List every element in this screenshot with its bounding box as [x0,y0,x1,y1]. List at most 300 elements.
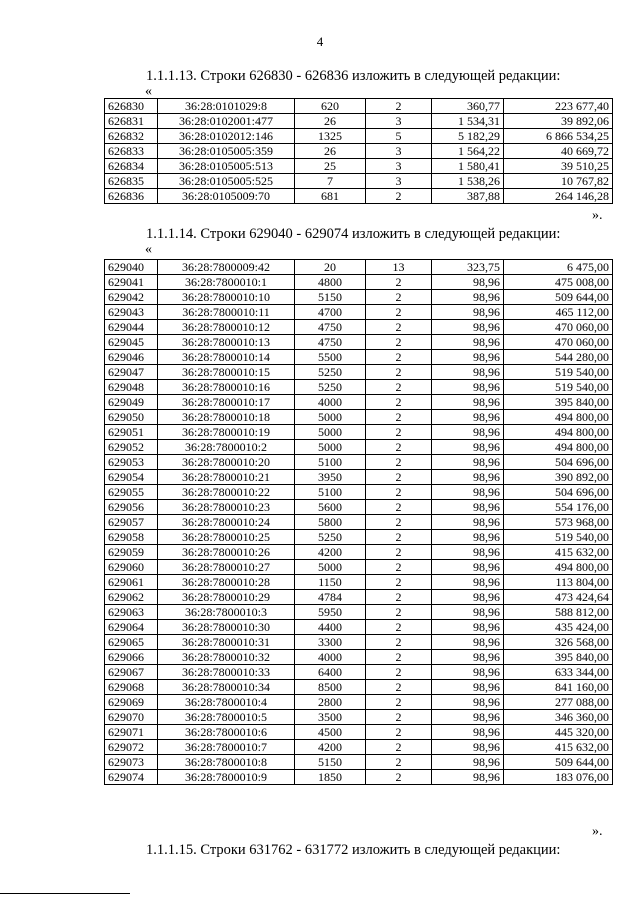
table-cell: 98,96 [432,440,504,455]
table-cell: 36:28:0105005:525 [158,174,295,189]
table-cell: 504 696,00 [504,485,613,500]
table-row [105,410,613,425]
table-cell: 277 088,00 [504,695,613,710]
table-cell: 2 [366,530,432,545]
table-cell: 36:28:7800010:30 [158,620,295,635]
table-cell: 494 800,00 [504,440,613,455]
table-cell: 629047 [105,365,158,380]
table-cell: 113 804,00 [504,575,613,590]
table-cell: 2 [366,275,432,290]
table-row [105,275,613,290]
table-cell: 98,96 [432,605,504,620]
table-cell: 629059 [105,545,158,560]
table-cell: 681 [295,189,366,204]
table-cell: 629069 [105,695,158,710]
table-cell: 2 [366,695,432,710]
table-row [105,335,613,350]
table-cell: 554 176,00 [504,500,613,515]
table-cell: 2 [366,395,432,410]
table-cell: 5250 [295,530,366,545]
table-cell: 494 800,00 [504,410,613,425]
table-row [105,365,613,380]
table-cell: 36:28:7800010:17 [158,395,295,410]
table-cell: 5000 [295,410,366,425]
table-cell: 395 840,00 [504,395,613,410]
table-cell: 3 [366,144,432,159]
table-row [105,770,613,785]
table-cell: 36:28:7800010:18 [158,410,295,425]
quote-close-2: ». [592,824,603,839]
table-cell: 415 632,00 [504,545,613,560]
table-cell: 2 [366,515,432,530]
table-cell: 4784 [295,590,366,605]
table-row [105,710,613,725]
table-row [105,635,613,650]
table-cell: 98,96 [432,365,504,380]
table-cell: 98,96 [432,350,504,365]
table-cell: 4000 [295,650,366,665]
table-cell: 2 [366,350,432,365]
table-row [105,740,613,755]
table-cell: 13 [366,260,432,275]
table-cell: 470 060,00 [504,320,613,335]
table-row [105,114,613,129]
table-cell: 323,75 [432,260,504,275]
table-cell: 629061 [105,575,158,590]
table-row [105,99,613,114]
table-cell: 5000 [295,440,366,455]
table-cell: 98,96 [432,575,504,590]
table-cell: 36:28:7800010:8 [158,755,295,770]
table-cell: 2 [366,725,432,740]
table-cell: 98,96 [432,335,504,350]
table-cell: 629066 [105,650,158,665]
table-cell: 98,96 [432,305,504,320]
table-cell: 4000 [295,395,366,410]
table-cell: 509 644,00 [504,755,613,770]
table-cell: 5000 [295,425,366,440]
table-cell: 183 076,00 [504,770,613,785]
table-cell: 98,96 [432,740,504,755]
table-cell: 36:28:7800010:6 [158,725,295,740]
table-cell: 3 [366,114,432,129]
table-cell: 98,96 [432,635,504,650]
table-cell: 10 767,82 [504,174,613,189]
table-row [105,560,613,575]
table-cell: 626830 [105,99,158,114]
table-cell: 2 [366,99,432,114]
table-cell: 2 [366,335,432,350]
table-cell: 1 580,41 [432,159,504,174]
table-cell: 36:28:7800010:9 [158,770,295,785]
table-cell: 2 [366,189,432,204]
table-cell: 2 [366,590,432,605]
table-cell: 223 677,40 [504,99,613,114]
table-cell: 36:28:7800010:5 [158,710,295,725]
table-cell: 4500 [295,725,366,740]
table-cell: 36:28:0102001:477 [158,114,295,129]
table-cell: 2 [366,635,432,650]
table-cell: 2 [366,470,432,485]
table-cell: 629040 [105,260,158,275]
table-cell: 626833 [105,144,158,159]
table-row [105,144,613,159]
table-cell: 588 812,00 [504,605,613,620]
table-cell: 2 [366,680,432,695]
table-cell: 504 696,00 [504,455,613,470]
table-cell: 36:28:7800010:29 [158,590,295,605]
table-cell: 2 [366,485,432,500]
table-row [105,260,613,275]
table-cell: 36:28:7800010:2 [158,440,295,455]
table-cell: 465 112,00 [504,305,613,320]
table-cell: 98,96 [432,695,504,710]
table-cell: 98,96 [432,395,504,410]
table-cell: 3500 [295,710,366,725]
table-cell: 2 [366,560,432,575]
table-cell: 4750 [295,320,366,335]
table-cell: 4700 [295,305,366,320]
table-cell: 629067 [105,665,158,680]
table-cell: 2 [366,575,432,590]
table-cell: 5600 [295,500,366,515]
table-cell: 36:28:7800010:4 [158,695,295,710]
table-cell: 629064 [105,620,158,635]
table-row [105,650,613,665]
table-cell: 629049 [105,395,158,410]
table-cell: 36:28:7800010:10 [158,290,295,305]
table-cell: 629062 [105,590,158,605]
table-row [105,305,613,320]
table-row [105,350,613,365]
table-cell: 629043 [105,305,158,320]
table-cell: 629057 [105,515,158,530]
table-cell: 98,96 [432,770,504,785]
table-cell: 626831 [105,114,158,129]
table-cell: 98,96 [432,380,504,395]
table-cell: 620 [295,99,366,114]
table-cell: 25 [295,159,366,174]
table-cell: 264 146,28 [504,189,613,204]
table-cell: 2 [366,365,432,380]
table-cell: 2 [366,455,432,470]
table-cell: 629054 [105,470,158,485]
table-cell: 5250 [295,365,366,380]
table-cell: 5250 [295,380,366,395]
table-cell: 98,96 [432,470,504,485]
table-cell: 519 540,00 [504,380,613,395]
table-cell: 519 540,00 [504,365,613,380]
table-cell: 2 [366,605,432,620]
table-cell: 39 892,06 [504,114,613,129]
table-row [105,575,613,590]
table-cell: 629052 [105,440,158,455]
table-cell: 5 [366,129,432,144]
table-cell: 629071 [105,725,158,740]
table-cell: 629063 [105,605,158,620]
table-cell: 629041 [105,275,158,290]
table-row [105,425,613,440]
section-heading-3: 1.1.1.15. Строки 631762 - 631772 изложить в следующей редакции: [146,842,561,858]
table-cell: 26 [295,144,366,159]
data-table-1 [104,98,613,204]
table-cell: 5800 [295,515,366,530]
table-row [105,680,613,695]
table-cell: 36:28:7800010:24 [158,515,295,530]
table-cell: 2 [366,320,432,335]
table-cell: 5150 [295,755,366,770]
table-cell: 5950 [295,605,366,620]
table-cell: 36:28:7800010:23 [158,500,295,515]
section-heading-2: 1.1.1.14. Строки 629040 - 629074 изложить в следующей редакции: [146,226,561,242]
table-cell: 26 [295,114,366,129]
table-cell: 2 [366,380,432,395]
table-cell: 2 [366,710,432,725]
table-cell: 629046 [105,350,158,365]
table-cell: 629048 [105,380,158,395]
table-cell: 36:28:7800010:14 [158,350,295,365]
table-cell: 2 [366,305,432,320]
table-cell: 1 564,22 [432,144,504,159]
table-cell: 4200 [295,740,366,755]
table-cell: 1325 [295,129,366,144]
table-row [105,530,613,545]
table-cell: 629053 [105,455,158,470]
table-cell: 629060 [105,560,158,575]
table-cell: 98,96 [432,500,504,515]
table-cell: 475 008,00 [504,275,613,290]
table-cell: 36:28:7800010:33 [158,665,295,680]
table-row [105,695,613,710]
table-cell: 36:28:7800010:1 [158,275,295,290]
quote-open-1: « [145,84,152,99]
table-cell: 20 [295,260,366,275]
table-cell: 3300 [295,635,366,650]
table-cell: 36:28:7800010:3 [158,605,295,620]
table-cell: 390 892,00 [504,470,613,485]
table-cell: 98,96 [432,290,504,305]
table-row [105,395,613,410]
table-row [105,174,613,189]
table-cell: 626835 [105,174,158,189]
table-cell: 4400 [295,620,366,635]
table-row [105,605,613,620]
table-row [105,500,613,515]
table-cell: 2 [366,650,432,665]
table-cell: 98,96 [432,530,504,545]
table-cell: 98,96 [432,485,504,500]
table-cell: 629073 [105,755,158,770]
table-cell: 98,96 [432,275,504,290]
table-cell: 445 320,00 [504,725,613,740]
table-cell: 2 [366,440,432,455]
table-cell: 6 866 534,25 [504,129,613,144]
table-cell: 36:28:7800010:31 [158,635,295,650]
table-cell: 5100 [295,485,366,500]
table-cell: 435 424,00 [504,620,613,635]
table-cell: 360,77 [432,99,504,114]
table-cell: 36:28:7800010:12 [158,320,295,335]
table-cell: 519 540,00 [504,530,613,545]
table-cell: 415 632,00 [504,740,613,755]
table-cell: 1 538,26 [432,174,504,189]
table-cell: 36:28:7800010:19 [158,425,295,440]
table-cell: 629058 [105,530,158,545]
table-cell: 494 800,00 [504,425,613,440]
table-cell: 98,96 [432,425,504,440]
data-table-2 [104,259,613,785]
table-cell: 473 424,64 [504,590,613,605]
table-cell: 36:28:7800010:27 [158,560,295,575]
table-cell: 629050 [105,410,158,425]
table-cell: 1 534,31 [432,114,504,129]
table-cell: 36:28:7800010:7 [158,740,295,755]
table-row [105,590,613,605]
table-cell: 36:28:0101029:8 [158,99,295,114]
table-cell: 5 182,29 [432,129,504,144]
table-cell: 98,96 [432,410,504,425]
table-cell: 39 510,25 [504,159,613,174]
table-cell: 626834 [105,159,158,174]
table-cell: 2 [366,290,432,305]
table-cell: 5100 [295,455,366,470]
table-cell: 3950 [295,470,366,485]
table-cell: 2 [366,665,432,680]
table-cell: 470 060,00 [504,335,613,350]
table-cell: 36:28:7800009:42 [158,260,295,275]
table-cell: 98,96 [432,455,504,470]
table-cell: 98,96 [432,515,504,530]
table-row [105,755,613,770]
table-cell: 629045 [105,335,158,350]
table-row [105,320,613,335]
table-cell: 36:28:7800010:15 [158,365,295,380]
table-cell: 1150 [295,575,366,590]
table-cell: 36:28:7800010:21 [158,470,295,485]
table-cell: 2 [366,740,432,755]
table-cell: 36:28:7800010:22 [158,485,295,500]
table-cell: 2 [366,620,432,635]
table-cell: 4200 [295,545,366,560]
table-cell: 629056 [105,500,158,515]
table-cell: 2 [366,770,432,785]
table-cell: 36:28:7800010:26 [158,545,295,560]
table-cell: 626836 [105,189,158,204]
table-cell: 36:28:7800010:11 [158,305,295,320]
table-row [105,485,613,500]
table-cell: 98,96 [432,725,504,740]
table-cell: 633 344,00 [504,665,613,680]
table-row [105,290,613,305]
table-cell: 98,96 [432,620,504,635]
table-cell: 98,96 [432,560,504,575]
table-row [105,470,613,485]
table-row [105,620,613,635]
table-cell: 36:28:7800010:25 [158,530,295,545]
table-cell: 98,96 [432,755,504,770]
table-row [105,725,613,740]
table-cell: 98,96 [432,545,504,560]
table-cell: 2 [366,500,432,515]
table-row [105,129,613,144]
table-row [105,665,613,680]
table-cell: 629065 [105,635,158,650]
table-cell: 98,96 [432,710,504,725]
table-cell: 36:28:7800010:28 [158,575,295,590]
table-cell: 387,88 [432,189,504,204]
table-cell: 36:28:0102012:146 [158,129,295,144]
table-cell: 6400 [295,665,366,680]
table-cell: 36:28:7800010:16 [158,380,295,395]
table-cell: 326 568,00 [504,635,613,650]
table-cell: 5500 [295,350,366,365]
table-cell: 346 360,00 [504,710,613,725]
table-row [105,189,613,204]
table-cell: 8500 [295,680,366,695]
table-cell: 36:28:7800010:34 [158,680,295,695]
table-cell: 494 800,00 [504,560,613,575]
quote-close-1: ». [592,208,603,223]
page-number: 4 [316,34,324,49]
table-cell: 1850 [295,770,366,785]
table-cell: 2 [366,545,432,560]
table-cell: 98,96 [432,650,504,665]
table-cell: 626832 [105,129,158,144]
table-cell: 40 669,72 [504,144,613,159]
table-row [105,380,613,395]
table-row [105,440,613,455]
table-cell: 629074 [105,770,158,785]
table-cell: 2 [366,425,432,440]
table-cell: 4800 [295,275,366,290]
table-cell: 36:28:0105005:513 [158,159,295,174]
table-row [105,455,613,470]
table-cell: 629072 [105,740,158,755]
table-cell: 36:28:7800010:13 [158,335,295,350]
quote-open-2: « [145,242,152,257]
table-cell: 98,96 [432,680,504,695]
table-cell: 629044 [105,320,158,335]
table-cell: 2800 [295,695,366,710]
table-cell: 395 840,00 [504,650,613,665]
table-row [105,515,613,530]
table-cell: 36:28:0105005:359 [158,144,295,159]
table-cell: 36:28:0105009:70 [158,189,295,204]
table-cell: 2 [366,410,432,425]
table-cell: 2 [366,755,432,770]
section-heading-1: 1.1.1.13. Строки 626830 - 626836 изложить в следующей редакции: [146,68,561,84]
table-cell: 509 644,00 [504,290,613,305]
footnote-divider [0,893,130,894]
table-row [105,159,613,174]
table-row [105,545,613,560]
table-cell: 544 280,00 [504,350,613,365]
table-cell: 6 475,00 [504,260,613,275]
table-cell: 3 [366,159,432,174]
table-cell: 841 160,00 [504,680,613,695]
table-cell: 629068 [105,680,158,695]
table-cell: 36:28:7800010:32 [158,650,295,665]
table-cell: 98,96 [432,665,504,680]
table-cell: 5150 [295,290,366,305]
table-cell: 3 [366,174,432,189]
table-cell: 573 968,00 [504,515,613,530]
table-cell: 36:28:7800010:20 [158,455,295,470]
table-cell: 98,96 [432,590,504,605]
table-cell: 629042 [105,290,158,305]
table-cell: 629055 [105,485,158,500]
table-cell: 5000 [295,560,366,575]
